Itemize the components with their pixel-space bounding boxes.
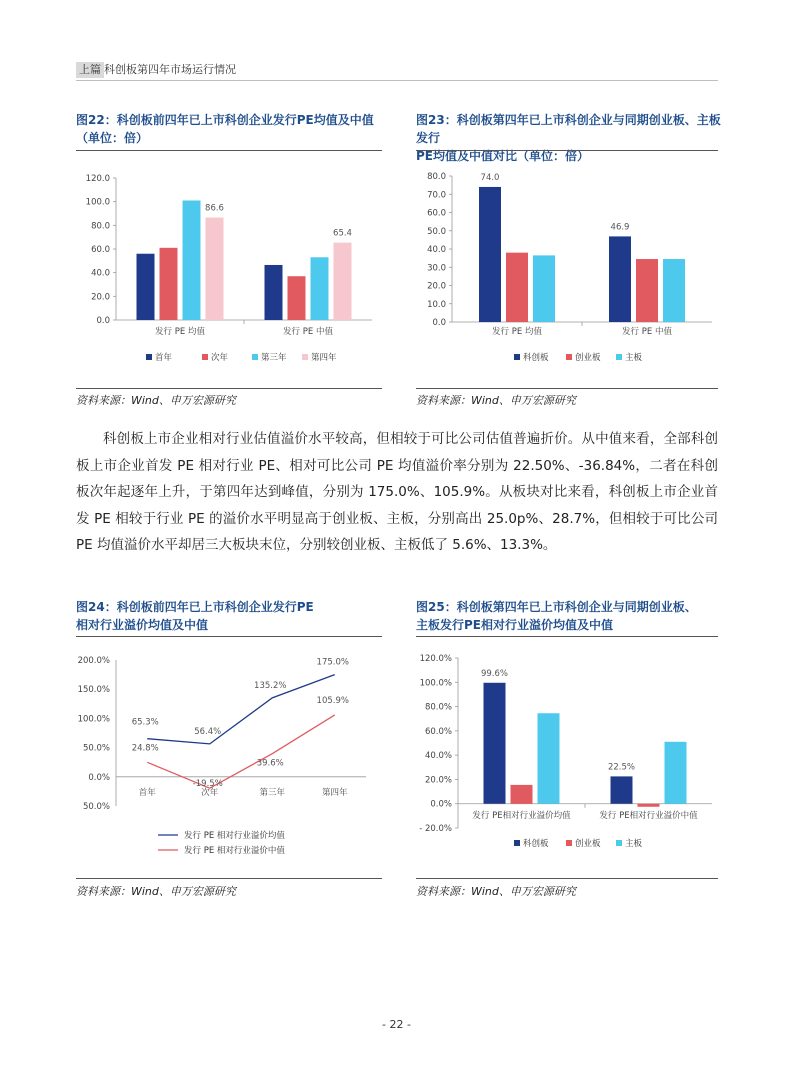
fig24-bottom-rule: [76, 878, 382, 879]
bar: [484, 683, 506, 804]
y-tick-label: 120.0: [85, 174, 110, 184]
bar: [636, 259, 658, 322]
y-tick-label: 20.0: [91, 292, 110, 303]
y-tick-label: 150.0%: [77, 685, 110, 696]
x-tick-label: 首年: [138, 787, 156, 798]
fig23-source: 资料来源：Wind、申万宏源研究: [416, 394, 576, 407]
data-label: 39.6%: [256, 758, 284, 769]
x-tick-label: 发行 PE 均值: [155, 327, 205, 337]
legend-swatch: [566, 840, 572, 846]
legend-label: 科创板: [523, 353, 549, 363]
bar: [160, 248, 178, 320]
y-tick-label: 50.0: [427, 226, 446, 237]
bar: [288, 276, 306, 320]
bar: [311, 257, 329, 320]
fig23-bottom-rule: [416, 388, 718, 389]
legend-swatch: [514, 354, 520, 360]
bar: [665, 742, 687, 804]
legend-swatch: [302, 354, 308, 360]
x-tick-label: 发行 PE 中值: [283, 327, 333, 337]
bar: [511, 785, 533, 804]
y-tick-label: 200.0%: [77, 656, 110, 666]
data-label: 65.3%: [131, 717, 159, 728]
legend-label: 发行 PE 相对行业溢价均值: [184, 831, 285, 841]
legend-label: 主板: [625, 839, 643, 849]
fig22-chart: [76, 160, 382, 380]
data-label: 105.9%: [316, 695, 349, 706]
fig25-source: 资料来源：Wind、申万宏源研究: [416, 885, 576, 898]
fig22-title: [76, 111, 376, 147]
legend-label: 主板: [625, 353, 643, 363]
legend-label: 首年: [155, 353, 173, 363]
fig25-title-line1: 图25：科创板第四年已上市科创企业与同期创业板、: [416, 600, 697, 614]
y-tick-label: 0.0%: [88, 772, 110, 783]
body-paragraph: 科创板上市企业相对行业估值溢价水平较高，但相较于可比公司估值普遍折价。从中值来看，全部科创板上市企业首发 PE 相对行业 PE、相对可比公司 PE 均值溢价率分别为 22.50%、-36.84%，二者在科创板次年起逐年上升，于第四年达到峰值，分别为 175.0%、105.9%。从板块对比来看，科创板上市企业首发 PE 相较于行业 PE 的溢价水平明显高于创业板、主板，分别高出 25.0p%、28.7%，但相较于可比公司 PE 均值溢价水平却居三大板块末位，分别较创业板、主板低了 5.6%、13.3%。: [76, 431, 718, 553]
fig25-bottom-rule: [416, 878, 718, 879]
y-tick-label: 50.0%: [82, 802, 110, 812]
y-tick-label: 10.0: [427, 299, 446, 310]
bar: [183, 200, 201, 320]
bar: [638, 804, 660, 807]
x-tick-label: 发行 PE相对行业溢价中值: [599, 811, 698, 821]
y-tick-label: - 20.0%: [419, 824, 452, 834]
fig25-chart: [416, 646, 718, 872]
legend-swatch: [566, 354, 572, 360]
bar: [137, 254, 155, 320]
fig24-title-line1: 图24：科创板前四年已上市科创企业发行PE: [76, 600, 314, 614]
bar: [533, 255, 555, 322]
legend-label: 创业板: [575, 353, 601, 363]
legend-label: 科创板: [523, 839, 549, 849]
fig22-title-line2: （单位：倍）: [76, 131, 149, 145]
fig23-title-line2: PE均值及中值对比（单位：倍）: [416, 149, 589, 163]
y-tick-label: 20.0%: [424, 775, 452, 786]
legend-label: 创业板: [575, 839, 601, 849]
bar: [265, 265, 283, 320]
legend-label: 发行 PE 相对行业溢价中值: [184, 846, 285, 856]
header-divider: [76, 80, 718, 81]
y-tick-label: 50.0%: [82, 743, 110, 754]
legend-swatch: [252, 354, 258, 360]
legend-swatch: [616, 354, 622, 360]
y-tick-label: 100.0%: [77, 714, 110, 725]
bar: [506, 253, 528, 322]
legend-label: 第四年: [311, 353, 337, 363]
body-text: [76, 426, 718, 559]
y-tick-label: 70.0: [427, 190, 446, 201]
y-tick-label: 80.0: [91, 221, 110, 232]
data-label: -19.5%: [192, 779, 223, 790]
y-tick-label: 100.0%: [419, 678, 452, 689]
y-tick-label: 80.0%: [424, 702, 452, 713]
page-number: - 22 -: [382, 1018, 411, 1031]
bar: [334, 243, 352, 320]
fig22-top-rule: [76, 150, 382, 151]
fig24-title: [76, 598, 376, 634]
x-tick-label: 发行 PE 中值: [622, 327, 672, 337]
bar: [663, 259, 685, 322]
bar: [479, 187, 501, 322]
x-tick-label: 第三年: [259, 787, 286, 798]
data-label: 22.5%: [607, 762, 636, 773]
y-tick-label: 100.0: [85, 197, 110, 208]
data-label: 46.9: [610, 222, 630, 233]
y-tick-label: 60.0: [91, 245, 110, 255]
y-tick-label: 30.0: [427, 263, 446, 274]
legend-swatch: [514, 840, 520, 846]
fig23-title: [416, 111, 726, 165]
data-label: 24.8%: [131, 743, 159, 754]
x-tick-label: 发行 PE相对行业溢价均值: [472, 811, 571, 821]
data-label: 175.0%: [316, 657, 349, 668]
data-label: 74.0: [480, 172, 500, 183]
fig25-title-line2: 主板发行PE相对行业溢价均值及中值: [416, 618, 613, 632]
x-tick-label: 次年: [201, 787, 219, 798]
fig25-title: [416, 598, 726, 634]
series-line: [147, 715, 335, 788]
legend-label: 次年: [211, 353, 229, 363]
fig23-top-rule: [416, 150, 718, 151]
fig22-bottom-rule: [76, 388, 382, 389]
y-tick-label: 0.0: [96, 316, 110, 326]
fig22-title-line1: 图22：科创板前四年已上市科创企业发行PE均值及中值: [76, 113, 374, 127]
fig23-title-line1: 图23：科创板第四年已上市科创企业与同期创业板、主板发行: [416, 113, 721, 145]
data-label: 86.6: [205, 203, 224, 214]
data-label: 56.4%: [194, 726, 222, 737]
bar: [538, 713, 560, 803]
y-tick-label: 60.0: [427, 208, 446, 219]
y-tick-label: 0.0%: [430, 799, 452, 810]
series-line: [147, 675, 335, 744]
legend-swatch: [616, 840, 622, 846]
y-tick-label: 80.0: [427, 172, 446, 182]
data-label: 135.2%: [254, 680, 287, 691]
y-tick-label: 40.0: [91, 268, 110, 279]
section-title: 科创板第四年市场运行情况: [104, 63, 236, 76]
y-tick-label: 120.0%: [419, 654, 452, 664]
fig22-source: 资料来源：Wind、申万宏源研究: [76, 394, 236, 407]
y-tick-label: 0.0: [432, 318, 446, 328]
x-tick-label: 第四年: [321, 787, 348, 798]
legend-swatch: [202, 354, 208, 360]
data-label: 65.4: [333, 228, 352, 239]
section-tag: 上篇: [76, 62, 104, 78]
fig24-top-rule: [76, 636, 382, 637]
fig23-chart: [416, 160, 718, 380]
y-tick-label: 20.0: [427, 281, 446, 292]
y-tick-label: 60.0%: [424, 726, 452, 737]
x-tick-label: 发行 PE 均值: [492, 327, 542, 337]
y-tick-label: 40.0%: [424, 751, 452, 762]
legend-swatch: [146, 354, 152, 360]
bar: [611, 776, 633, 803]
legend-label: 第三年: [261, 353, 287, 363]
bar: [609, 236, 631, 322]
fig24-source: 资料来源：Wind、申万宏源研究: [76, 885, 236, 898]
data-label: 99.6%: [480, 668, 509, 679]
fig24-title-line2: 相对行业溢价均值及中值: [76, 618, 209, 632]
fig24-chart: [76, 646, 382, 872]
bar: [206, 218, 224, 320]
fig25-top-rule: [416, 636, 718, 637]
y-tick-label: 40.0: [427, 245, 446, 255]
